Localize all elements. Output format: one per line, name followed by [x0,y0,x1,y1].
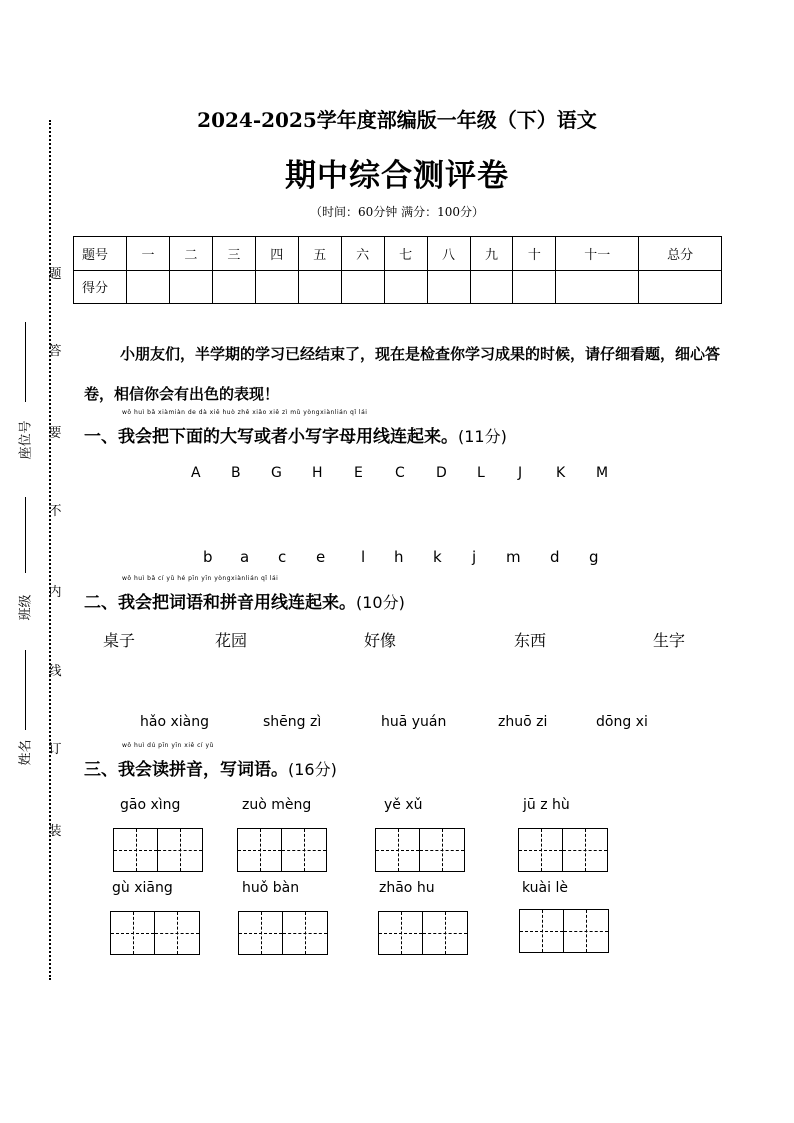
pinyin-word-item[interactable]: huā yuán [381,714,447,730]
score-table-header-row [74,237,722,271]
write-prompt-pinyin: gù xiāng [112,880,173,896]
score-cell-9[interactable] [470,270,513,304]
score-table-row1-label: 题号 [74,237,127,271]
lowercase-letter[interactable]: e [316,548,326,566]
score-cell-6[interactable] [341,270,384,304]
score-cell-10[interactable] [513,270,556,304]
section3-pinyin: wǒ huì dú pīn yīn xiě cí yǔ [122,742,214,749]
uppercase-letter[interactable]: L [477,465,485,481]
writing-grid[interactable] [237,828,327,872]
writing-cell[interactable] [238,911,283,955]
section3-heading-text: 三、我会读拼音，写词语。 [84,760,288,780]
pinyin-word-item[interactable]: shēng zì [263,714,322,730]
writing-cell[interactable] [155,911,200,955]
writing-grid[interactable] [113,828,203,872]
word-item[interactable]: 桌子 [103,631,136,650]
score-table-score-row [74,270,722,304]
section2-heading-text: 二、我会把词语和拼音用线连起来。 [84,593,356,613]
score-col-5: 五 [298,237,341,271]
write-prompt-pinyin: jū z hù [523,797,570,813]
writing-cell[interactable] [518,828,563,872]
score-col-6: 六 [341,237,384,271]
writing-cell[interactable] [110,911,155,955]
score-col-1: 一 [127,237,170,271]
lowercase-letter[interactable]: b [203,548,213,566]
writing-cell[interactable] [237,828,282,872]
section3-score: (16分) [288,760,337,779]
binding-notice-char-3: 要 [48,426,62,441]
write-prompt-pinyin: zhāo hu [379,880,435,896]
section1-pinyin: wǒ huì bǎ xiàmiàn de dà xiě huò zhě xiǎo xiě zì mǔ yòngxiànlián qǐ lái [122,409,368,416]
pinyin-word-item[interactable]: hǎo xiàng [140,714,209,730]
lowercase-letter[interactable]: c [278,548,287,566]
writing-cell[interactable] [158,828,203,872]
writing-grid[interactable] [110,911,200,955]
binding-notice-char-1: 题 [48,267,62,282]
exam-subtitle: （时间：60分钟 满分：100分） [310,205,484,219]
writing-cell[interactable] [282,828,327,872]
binding-notice-char-7: 订 [48,742,62,757]
uppercase-letter[interactable]: G [271,465,282,481]
section1-score: (11分) [458,427,507,446]
score-cell-11[interactable] [556,270,639,304]
uppercase-letter[interactable]: D [436,465,447,481]
score-cell-total[interactable] [639,270,722,304]
write-prompt-pinyin: kuài lè [522,880,568,896]
score-col-11: 十一 [556,237,639,271]
uppercase-letter[interactable]: C [395,465,405,481]
score-cell-8[interactable] [427,270,470,304]
score-cell-2[interactable] [169,270,212,304]
writing-grid[interactable] [518,828,608,872]
word-item[interactable]: 花园 [215,631,248,650]
writing-cell[interactable] [519,909,564,953]
lowercase-letters [0,548,794,568]
word-item[interactable]: 东西 [514,631,547,650]
section2-heading [84,575,405,613]
writing-cell[interactable] [563,828,608,872]
score-col-4: 四 [255,237,298,271]
writing-grid[interactable] [378,911,468,955]
score-col-10: 十 [513,237,556,271]
score-cell-5[interactable] [298,270,341,304]
writing-grid[interactable] [238,911,328,955]
score-table-row2-label: 得分 [74,270,127,304]
uppercase-letter[interactable]: M [596,465,609,481]
writing-cell[interactable] [375,828,420,872]
score-col-8: 八 [427,237,470,271]
score-table [73,236,722,304]
exam-title-line2: 期中综合测评卷 [285,158,509,194]
word-item[interactable]: 好像 [364,631,397,650]
score-col-9: 九 [470,237,513,271]
writing-grid[interactable] [375,828,465,872]
lowercase-letter[interactable]: a [240,548,250,566]
exam-title-line1: 2024-2025学年度部编版一年级（下）语文 [197,108,597,132]
section2-score: (10分) [356,593,405,612]
lowercase-letter[interactable]: k [433,548,442,566]
score-cell-1[interactable] [127,270,170,304]
score-col-total: 总分 [639,237,722,271]
section1-heading [84,409,507,447]
section3-heading [84,742,337,780]
writing-cell[interactable] [283,911,328,955]
seat-number-blank[interactable] [25,322,26,402]
writing-cell[interactable] [378,911,423,955]
class-label: 班级 [18,594,34,621]
lowercase-letter[interactable]: j [472,548,477,566]
section2-pinyin: wǒ huì bǎ cí yǔ hé pīn yīn yòngxiànlián qǐ lái [122,575,279,582]
name-label: 姓名 [18,739,34,766]
write-prompt-pinyin: gāo xìng [120,797,181,813]
pinyin-word-item[interactable]: zhuō zi [498,714,548,730]
name-blank[interactable] [25,650,26,730]
uppercase-letter[interactable]: B [231,465,241,481]
lowercase-letter[interactable]: l [361,548,366,566]
pinyin-word-item[interactable]: dōng xi [596,714,648,730]
uppercase-letter[interactable]: J [518,465,523,481]
writing-cell[interactable] [113,828,158,872]
writing-cell[interactable] [423,911,468,955]
write-prompt-pinyin: zuò mèng [242,797,312,813]
uppercase-letter[interactable]: K [556,465,566,481]
score-cell-4[interactable] [255,270,298,304]
word-item[interactable]: 生字 [653,631,686,650]
score-cell-7[interactable] [384,270,427,304]
writing-grid[interactable] [519,909,609,953]
writing-cell[interactable] [564,909,609,953]
writing-cell[interactable] [420,828,465,872]
lowercase-letter[interactable]: d [550,548,560,566]
uppercase-letters [0,465,794,485]
intro-paragraph: 小朋友们，半学期的学习已经结束了，现在是检查你学习成果的时候，请仔细看题，细心答卷，相信你会有出色的表现！ [84,345,721,403]
write-prompt-pinyin: huǒ bàn [242,880,300,896]
binding-notice-char-6: 线 [48,664,62,679]
binding-notice-char-8: 装 [48,824,62,839]
lowercase-letter[interactable]: h [394,548,404,566]
write-prompt-pinyin: yě xǔ [384,797,423,813]
uppercase-letter[interactable]: A [191,465,201,481]
binding-notice-char-5: 内 [48,585,62,600]
section1-heading-text: 一、我会把下面的大写或者小写字母用线连起来。 [84,427,458,447]
score-col-3: 三 [212,237,255,271]
seat-number-label: 座位号 [18,420,34,460]
score-col-2: 二 [169,237,212,271]
lowercase-letter[interactable]: g [589,548,599,566]
score-cell-3[interactable] [212,270,255,304]
uppercase-letter[interactable]: E [354,465,363,481]
lowercase-letter[interactable]: m [506,548,521,566]
binding-notice-char-4: 不 [48,504,62,519]
score-col-7: 七 [384,237,427,271]
binding-notice-char-2: 答 [48,344,62,359]
uppercase-letter[interactable]: H [312,465,323,481]
